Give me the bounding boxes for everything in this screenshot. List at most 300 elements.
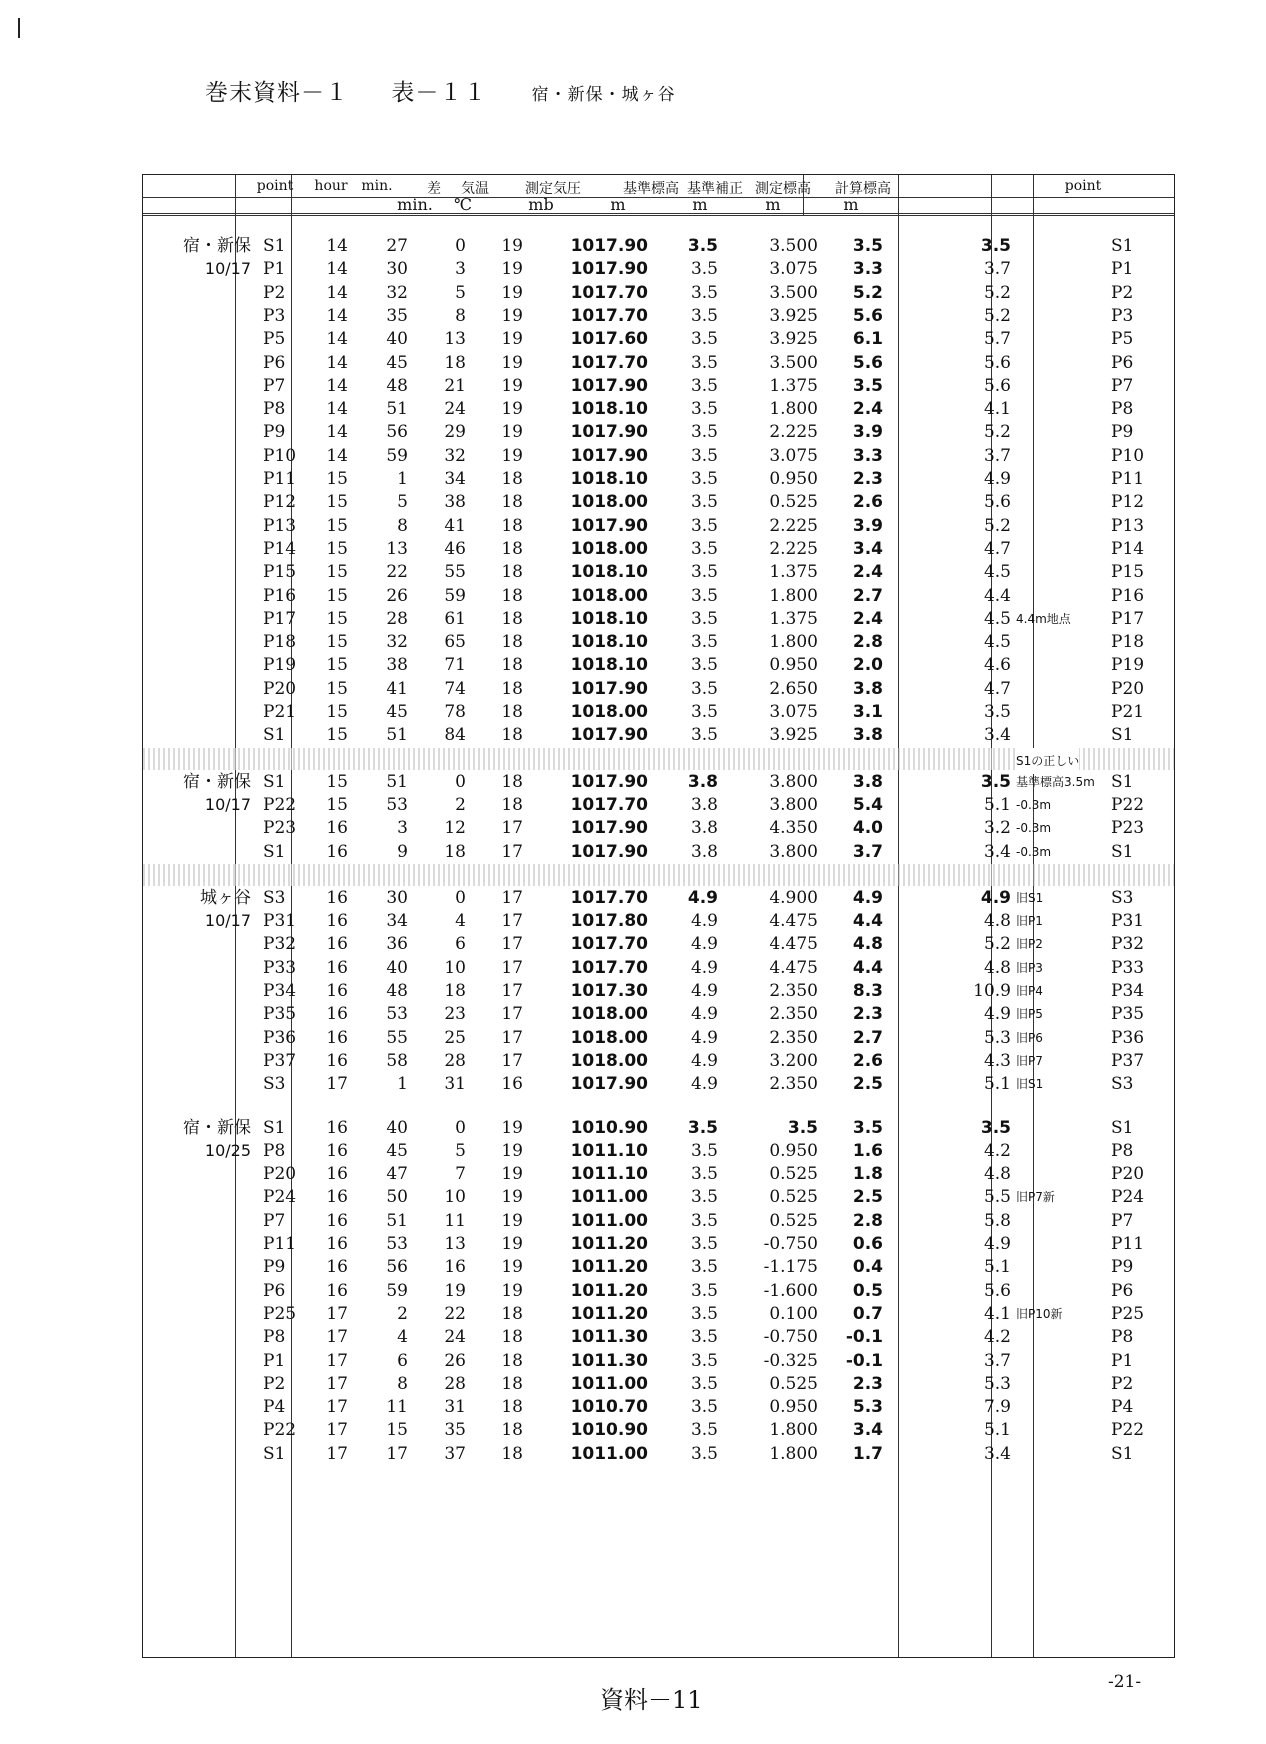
cell-ca: 7.9 [983,1397,1011,1418]
cell-pt: P3 [263,305,286,326]
cell-ms: 2.4 [852,608,883,629]
cell-pt2: S1 [1111,1443,1134,1464]
cell-t: 17 [501,1050,523,1071]
cell-b: 3.5 [690,1420,718,1441]
cell-pt2: P8 [1111,1140,1134,1161]
cell-t: 18 [501,725,523,746]
cell-ca: 3.5 [980,1117,1011,1138]
cell-n: -0.3m [1016,821,1052,836]
cell-pt: P22 [263,794,297,815]
cell-t: 19 [501,1210,523,1231]
cell-pt2: P1 [1111,259,1134,280]
cell-b: 3.5 [690,1164,718,1185]
cell-ms: 3.4 [852,538,883,559]
cell-c: 4.900 [769,887,818,908]
cell-ms: 8.3 [852,981,883,1001]
cell-ms: 3.8 [852,678,883,699]
cell-p: 1018.00 [570,1050,648,1071]
cell-pt2: P18 [1111,632,1145,653]
cell-b: 3.5 [690,1327,718,1348]
cell-m: 1 [397,1074,408,1095]
cell-pt: P20 [263,1164,297,1185]
cell-t: 18 [501,655,523,676]
cell-n: 旧P4 [1016,984,1043,998]
table-row [143,652,1174,678]
cell-pt2: P11 [1111,1234,1145,1254]
cell-ca: 3.2 [983,818,1011,839]
page-title [205,74,676,107]
cell-ca: 5.2 [983,515,1011,536]
cell-b: 3.5 [690,445,718,466]
table-row [143,1324,1174,1350]
cell-c: -1.600 [763,1280,818,1301]
cell-c: 0.950 [769,1397,818,1418]
cell-m: 45 [386,1140,408,1161]
cell-ca: 4.8 [983,1164,1011,1185]
cell-ms: 3.5 [852,236,883,256]
table-row [143,815,1174,841]
cell-c: 3.500 [769,282,818,303]
cell-d: 38 [444,492,466,513]
cell-ca: 5.6 [983,1280,1011,1301]
cell-pt2: S3 [1111,887,1134,908]
cell-m: 34 [386,911,408,932]
cell-pt: P12 [263,492,297,513]
cell-pt2: P36 [1111,1027,1145,1048]
cell-c: 0.100 [769,1303,818,1324]
cell-d: 13 [444,1234,466,1254]
cell-d: 28 [444,1050,466,1071]
cell-h: 16 [326,1140,348,1161]
cell-c: 1.375 [769,608,818,629]
cell-pt: P1 [263,259,286,280]
cell-h: 16 [326,887,348,908]
cell-c: 0.950 [769,1140,818,1161]
cell-pt: P10 [263,445,297,466]
table-row [143,1208,1174,1234]
cell-h: 15 [326,678,348,699]
table-row [143,1025,1174,1051]
cell-b: 3.5 [690,282,718,303]
cell-d: 13 [444,329,466,350]
cell-pt: P25 [263,1303,297,1324]
cell-ca: 4.5 [983,608,1011,629]
table-row [143,1071,1174,1097]
cell-t: 17 [501,981,523,1001]
cell-d: 0 [455,887,466,908]
cell-ca: 3.4 [983,841,1011,862]
cell-h: 14 [326,259,348,280]
cell-ca: 5.3 [983,1027,1011,1048]
cell-ms: 6.1 [852,329,883,350]
cell-pt: P11 [263,1234,297,1254]
cell-h: 17 [326,1327,348,1348]
cell-m: 51 [386,771,408,792]
cell-b: 3.5 [690,562,718,583]
cell-pt2: P2 [1111,282,1134,303]
cell-b: 3.5 [690,538,718,559]
cell-t: 18 [501,492,523,513]
cell-pt: S1 [263,771,286,792]
cell-b: 3.5 [690,1187,718,1208]
cell-t: 17 [501,911,523,932]
table-row [143,466,1174,492]
cell-p: 1017.70 [570,957,648,978]
header-cell: 基準補正 [687,181,743,197]
cell-ms: 2.8 [852,1210,883,1231]
cell-t: 17 [501,1004,523,1025]
cell-ca: 4.7 [983,538,1011,559]
cell-m: 30 [386,259,408,280]
cell-b: 3.5 [690,725,718,746]
cell-n: 4.4m地点 [1016,611,1071,626]
cell-c: 4.350 [769,818,818,839]
cell-b: 3.8 [687,771,718,792]
cell-d: 0 [455,771,466,792]
cell-ca: 3.5 [980,771,1011,792]
cell-h: 15 [326,632,348,653]
cell-t: 17 [501,818,523,839]
cell-p: 1017.90 [570,818,648,839]
cell-p: 1018.00 [570,585,648,606]
cell-ca: 4.6 [983,655,1011,676]
cell-ca: 4.7 [983,678,1011,699]
cell-ms: 1.7 [852,1443,883,1464]
table-row [143,1001,1174,1027]
cell-ms: 2.3 [852,1373,883,1394]
cell-b: 3.5 [690,1373,718,1394]
cell-d: 10 [444,957,466,978]
cell-d: 18 [444,841,466,862]
cell-ms: 1.6 [852,1140,883,1161]
cell-b: 4.9 [690,934,718,955]
cell-ms: 5.3 [852,1397,883,1418]
cell-m: 9 [397,841,408,862]
cell-ca: 3.5 [983,702,1011,722]
cell-pt: P9 [263,422,286,443]
table-row [143,908,1174,934]
cell-t: 18 [501,632,523,653]
cell-c: 3.5 [787,1117,818,1138]
cell-h: 14 [326,375,348,396]
cell-ms: 2.6 [852,492,883,513]
cell-h: 16 [326,1004,348,1025]
cell-h: 16 [326,1234,348,1254]
cell-b: 3.8 [690,841,718,862]
cell-pt2: P14 [1111,538,1145,559]
cell-m: 30 [386,887,408,908]
cell-c: -0.325 [763,1350,818,1371]
cell-pt2: P13 [1111,515,1145,536]
cell-pt: P7 [263,1210,286,1231]
cell-m: 40 [386,329,408,350]
header-cell: point [1064,178,1102,194]
survey-table [142,174,1175,1658]
cell-c: -1.175 [763,1257,818,1278]
cell-b: 3.5 [687,236,718,256]
cell-c: 2.350 [769,1074,818,1095]
cell-p: 1010.70 [570,1397,648,1418]
cell-pt2: P7 [1111,1210,1134,1231]
cell-ca: 4.4 [983,585,1011,606]
cell-pt: P23 [263,818,297,839]
cell-b: 3.5 [690,702,718,722]
cell-m: 45 [386,352,408,373]
cell-p: 1011.00 [570,1210,648,1231]
cell-p: 1017.70 [570,352,648,373]
cell-c: 1.800 [769,1420,818,1441]
cell-ca: 3.7 [983,1350,1011,1371]
cell-t: 19 [501,1164,523,1185]
cell-ms: 2.4 [852,399,883,420]
header-cell: 測定標高 [755,181,811,197]
cell-ms: 5.2 [852,282,883,303]
cell-ms: 3.3 [852,445,883,466]
table-row [143,559,1174,585]
cell-m: 17 [386,1443,408,1464]
cell-t: 18 [501,1350,523,1371]
cell-p: 1018.00 [570,1027,648,1048]
cell-ms: 2.0 [852,655,883,676]
cell-pt2: S3 [1111,1074,1134,1095]
cell-m: 13 [386,538,408,559]
cell-pt: P9 [263,1257,286,1278]
cell-d: 22 [444,1303,466,1324]
cell-pt: S1 [263,841,286,862]
cell-pt2: P12 [1111,492,1145,513]
cell-pt: P5 [263,329,286,350]
cell-ms: 2.3 [852,469,883,489]
cell-t: 19 [501,1280,523,1301]
cell-m: 41 [386,678,408,699]
cell-h: 14 [326,282,348,303]
cell-d: 84 [444,725,466,746]
cell-pt: S1 [263,236,286,256]
cell-h: 17 [326,1420,348,1441]
cell-ms: 4.9 [852,887,883,908]
cell-b: 3.5 [687,1117,718,1138]
cell-ms: 4.4 [852,911,883,932]
header-cell: hour [314,178,348,194]
cell-d: 5 [455,282,466,303]
cell-ca: 5.3 [983,1373,1011,1394]
table-row [143,769,1174,795]
cell-m: 45 [386,702,408,722]
cell-d: 18 [444,352,466,373]
table-row [143,1115,1174,1141]
cell-pt: P19 [263,655,297,676]
cell-h: 15 [326,794,348,815]
cell-ms: 0.4 [852,1257,883,1278]
cell-c: 3.800 [769,771,818,792]
cell-m: 15 [386,1420,408,1441]
cell-h: 15 [326,469,348,489]
cell-m: 56 [386,1257,408,1278]
cell-pt: P11 [263,469,297,489]
page-footer-label: 資料－11 [600,1686,703,1714]
cell-b: 4.9 [690,1074,718,1095]
cell-b: 3.5 [690,678,718,699]
cell-t: 19 [501,236,523,256]
cell-pt2: S1 [1111,725,1134,746]
cell-pt2: P25 [1111,1303,1145,1324]
cell-t: 18 [501,1373,523,1394]
cell-ca: 5.6 [983,492,1011,513]
table-row [143,955,1174,981]
table-row [143,373,1174,399]
cell-m: 56 [386,422,408,443]
table-row [143,699,1174,725]
cell-d: 59 [444,585,466,606]
header-cell: 測定気圧 [525,181,581,197]
cell-t: 18 [501,702,523,722]
table-row [143,606,1174,632]
cell-b: 3.5 [690,1280,718,1301]
cell-b: 3.8 [690,818,718,839]
cell-c: 0.525 [769,492,818,513]
cell-p: 1017.90 [570,236,648,256]
cell-t: 17 [501,1027,523,1048]
cell-t: 19 [501,1187,523,1208]
cell-p: 1018.10 [570,399,648,420]
cell-pt: P24 [263,1187,297,1208]
cell-pt: P8 [263,399,286,420]
cell-p: 1011.20 [570,1257,648,1278]
cell-ca: 4.3 [983,1050,1011,1071]
cell-h: 16 [326,818,348,839]
cell-pt2: S1 [1111,841,1134,862]
cell-d: 74 [444,678,466,699]
cell-b: 3.5 [690,1140,718,1161]
cell-t: 18 [501,585,523,606]
cell-ms: 3.5 [852,375,883,396]
cell-h: 17 [326,1373,348,1394]
header-unit: m [843,195,859,214]
cell-d: 34 [444,469,466,489]
cell-c: 3.075 [769,445,818,466]
cell-pt2: P2 [1111,1373,1134,1394]
cell-ms: 3.7 [852,841,883,862]
table-row [143,1184,1174,1210]
cell-b: 3.5 [690,1234,718,1254]
cell-ms: 3.5 [852,1117,883,1138]
header-unit: m [765,195,781,214]
table-row [143,931,1174,957]
cell-ca: 5.2 [983,422,1011,443]
cell-b: 3.5 [690,655,718,676]
cell-n: 旧P7 [1016,1053,1043,1068]
cell-h: 15 [326,538,348,559]
cell-pt2: P6 [1111,352,1134,373]
cell-b: 3.5 [690,1443,718,1464]
cell-pt2: P8 [1111,399,1134,420]
cell-p: 1018.00 [570,702,648,722]
title-part2: 表－１１ [391,80,488,106]
cell-ca: 3.5 [980,236,1011,256]
table-row [143,350,1174,376]
cell-h: 15 [326,655,348,676]
cell-pt: P31 [263,911,297,932]
cell-ca: 4.2 [983,1327,1011,1348]
cell-ms: 4.8 [852,934,883,955]
cell-t: 19 [501,352,523,373]
table-row [143,1441,1174,1467]
cell-t: 19 [501,1117,523,1138]
cell-ca: 10.9 [973,981,1011,1001]
cell-m: 4 [397,1327,408,1348]
cell-c: 0.525 [769,1187,818,1208]
cell-ms: -0.1 [845,1350,883,1371]
table-row [143,256,1174,282]
cell-p: 1017.90 [570,841,648,862]
group-label: 城ヶ谷 [200,887,251,908]
cell-p: 1017.30 [570,981,648,1001]
cell-c: 4.475 [769,934,818,955]
header-cell: 計算標高 [835,181,891,197]
cell-pt: P8 [263,1140,286,1161]
cell-ms: 5.6 [852,352,883,373]
cell-b: 3.5 [690,1210,718,1231]
cell-pt: P1 [263,1350,286,1371]
cell-pt2: P1 [1111,1350,1134,1371]
cell-h: 16 [326,1050,348,1071]
cell-ms: 2.7 [852,1027,883,1048]
header-unit: ℃ [454,195,472,214]
cell-ms: 3.4 [852,1420,883,1441]
cell-b: 3.5 [690,1303,718,1324]
cell-h: 15 [326,585,348,606]
cell-h: 16 [326,841,348,862]
cell-p: 1017.70 [570,282,648,303]
header-unit: min. [397,195,433,214]
group-label: 宿・新保 [183,771,251,792]
cell-ca: 3.7 [983,445,1011,466]
cell-p: 1017.90 [570,422,648,443]
cell-b: 4.9 [690,1050,718,1071]
table-row [143,1348,1174,1374]
table-row [143,676,1174,702]
cell-pt2: P23 [1111,818,1145,839]
cell-pt: P35 [263,1004,297,1025]
cell-d: 41 [444,515,466,536]
cell-d: 55 [444,562,466,583]
cell-d: 2 [455,794,466,815]
cell-pt: P15 [263,562,297,583]
cell-p: 1011.20 [570,1234,648,1254]
cell-b: 3.5 [690,585,718,606]
table-row [143,1138,1174,1164]
cell-pt: S3 [263,1074,286,1095]
cell-m: 8 [397,1373,408,1394]
cell-m: 53 [386,1004,408,1025]
cell-ms: 2.8 [852,632,883,653]
cell-p: 1018.10 [570,632,648,653]
cell-ca: 5.8 [983,1210,1011,1231]
cell-c: 3.925 [769,329,818,350]
separator-band [143,864,1174,886]
cell-d: 46 [444,538,466,559]
cell-t: 19 [501,1234,523,1254]
cell-c: 0.950 [769,655,818,676]
cell-ca: 5.2 [983,934,1011,955]
cell-t: 18 [501,771,523,792]
cell-d: 24 [444,1327,466,1348]
header-unit: mb [528,195,554,214]
table-row [143,629,1174,655]
cell-c: 2.650 [769,678,818,699]
cell-d: 19 [444,1280,466,1301]
cell-ms: 2.5 [852,1187,883,1208]
